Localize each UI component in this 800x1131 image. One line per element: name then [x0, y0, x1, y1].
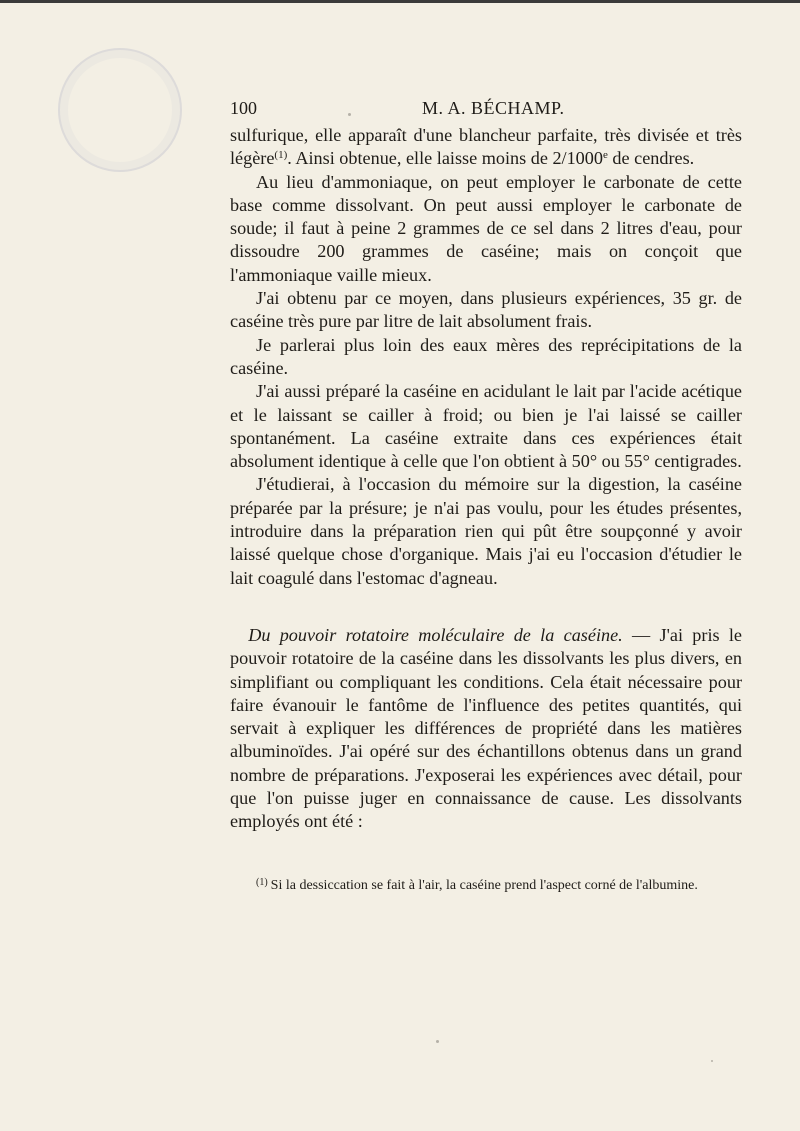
scan-edge: [0, 0, 800, 3]
paragraph-text: sulfurique, elle apparaît d'une blancheur parfaite, très divisée et très légère: [230, 125, 742, 169]
footnote-text: Si la dessiccation se fait à l'air, la caséine prend l'aspect corné de l'albumine.: [270, 878, 698, 893]
footnote-mark: (1): [256, 877, 268, 888]
paper-speck: [711, 1060, 713, 1062]
paragraph: J'ai aussi préparé la caséine en acidulant le lait par l'acide acétique et le laissant se cailler à froid; ou bien je l'ai laissé se cailler spontanément. La caséine extraite dans ces expériences était absolument identique à celle que l'on obtient à 50° ou 55° centigrades.: [230, 381, 742, 472]
footnote-ref: (1): [274, 149, 288, 162]
paragraph: Je parlerai plus loin des eaux mères des reprécipitations de la caséine.: [230, 334, 742, 378]
library-stamp: [58, 48, 182, 172]
footnote: [256, 874, 746, 895]
section-paragraph: [230, 624, 742, 834]
paper-speck: [436, 1040, 439, 1043]
paragraph-continuation: [230, 124, 742, 171]
section-dash: —: [622, 624, 660, 645]
paragraph: J'étudierai, à l'occasion du mémoire sur la digestion, la caséine préparée par la présure; je n'ai pas voulu, pour les études présentes, introduire dans la préparation rien qui pût être soupçonné y avoir laissé quelque chose d'organique. Mais j'ai eu l'occasion d'étudier le lait coagulé dans l'estomac d'agneau.: [230, 474, 742, 588]
paragraph-text: de cendres.: [607, 148, 695, 169]
paper-speck: [348, 113, 351, 116]
paragraph: Au lieu d'ammoniaque, on peut employer le carbonate de cette base comme dissolvant. On peut aussi employer le carbonate de soude; il faut à peine 2 grammes de ce sel dans 2 litres d'eau, pour dissoudre 200 grammes de caséine; mais on conçoit que l'ammoniaque vaille mieux.: [230, 171, 742, 285]
running-title: M. A. BÉCHAMP.: [422, 98, 565, 118]
section-text: J'ai pris le pouvoir rotatoire de la caséine dans les dissolvants les plus divers, en simplifiant ou compliquant les conditions. Cela était nécessaire pour faire évanouir le fantôme de l'influence des petites quantités, qui servait à expliquer les différences de propriété dans les matières albuminoïdes. J'ai opéré sur des échantillons obtenus dans un grand nombre de préparations. J'exposerai les expériences avec détail, pour que l'on puisse juger en connaissance de cause. Les dissolvants employés ont été :: [230, 624, 743, 832]
superscript-e: e: [602, 149, 608, 162]
page-body: [230, 124, 742, 834]
page-number: 100: [230, 98, 257, 118]
section-title: Du pouvoir rotatoire moléculaire de la caséine.: [248, 624, 623, 645]
page-header: [230, 98, 740, 124]
paragraph: J'ai obtenu par ce moyen, dans plusieurs expériences, 35 gr. de caséine très pure par litre de lait absolument frais.: [230, 288, 742, 332]
paragraph-text: . Ainsi obtenue, elle laisse moins de 2/1000: [287, 148, 603, 169]
